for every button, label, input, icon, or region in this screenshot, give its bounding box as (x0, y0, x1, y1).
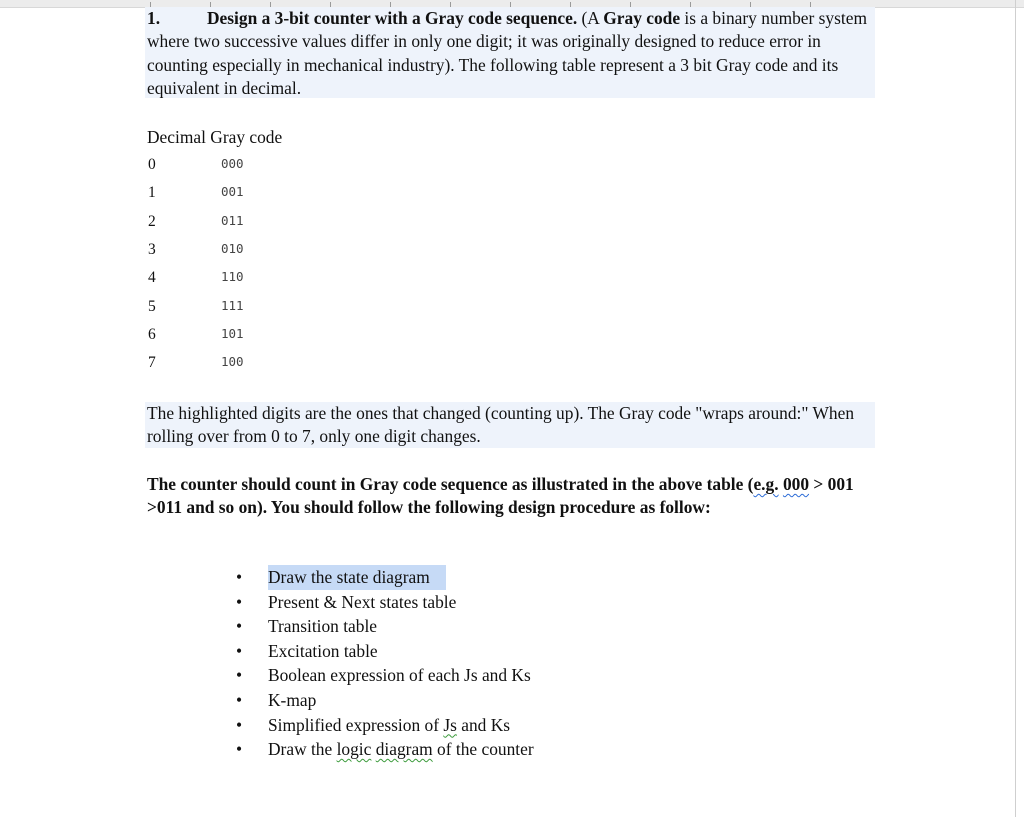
gray-value: 001 (221, 184, 244, 199)
step-text: Excitation table (268, 640, 378, 661)
step8-diagram: diagram (375, 739, 433, 760)
eg-text: e.g. (753, 474, 779, 494)
question-title: Design a 3-bit counter with a Gray code sequence. (207, 8, 578, 28)
step-text (268, 737, 536, 762)
decimal-value: 4 (148, 269, 156, 286)
bullet-icon: • (236, 665, 243, 686)
decimal-value: 2 (148, 213, 156, 230)
bullet-icon: • (236, 591, 243, 612)
step-text[interactable]: Draw the state diagram (268, 565, 446, 590)
table-row (147, 184, 447, 212)
gray-value: 101 (221, 326, 244, 341)
bullet-icon: • (236, 689, 243, 710)
bullet-icon: • (236, 567, 243, 587)
step8-logic: logic (336, 739, 372, 760)
step8-part-e: of the counter (432, 739, 534, 760)
instruction-paragraph (145, 473, 875, 520)
table-row (147, 241, 447, 269)
gray-value: 011 (221, 213, 244, 228)
step7-part-c: and Ks (456, 714, 511, 735)
step-text: K-map (268, 689, 317, 710)
question-number: 1. (147, 8, 161, 28)
decimal-value: 1 (148, 184, 156, 201)
table-row (147, 213, 447, 241)
decimal-value: 0 (148, 156, 156, 173)
step-text: Boolean expression of each Js and Ks (268, 665, 531, 686)
gray-code-term: Gray code (603, 8, 681, 28)
header-decimal: Decimal (147, 127, 206, 147)
gray-value: 110 (221, 269, 244, 284)
note-paragraph: The highlighted digits are the ones that changed (counting up). The Gray code "wraps around:" When rolling over from 0 to 7, only one digit changes. (145, 402, 875, 448)
bullet-icon: • (236, 616, 243, 637)
gray-code-table (147, 126, 283, 371)
instruction-text-a: The counter should count in Gray code sequence as illustrated in the above table ( (147, 474, 754, 494)
question-text-rest: is a binary number system where two successive values differ in only one digit; it was originally designed to reduce error in counting especially in mechanical industry). The following table represent a 3 bit Gray code and its equivalent in decimal. (147, 8, 867, 98)
question-paragraph (145, 7, 875, 98)
decimal-value: 7 (148, 354, 156, 371)
step-text (268, 713, 512, 738)
bullet-icon: • (236, 640, 243, 661)
step8-part-a: Draw the (268, 739, 337, 760)
step-text: Transition table (268, 616, 378, 637)
gray-value: 010 (221, 241, 244, 256)
step7-js: Js (443, 714, 457, 735)
instruction-text-c: > 001 >011 and so on). You should follow the following design procedure as follow: (147, 474, 854, 518)
table-row (147, 298, 447, 326)
table-row (147, 269, 447, 297)
header-gray-code: Gray code (210, 127, 283, 147)
decimal-value: 6 (148, 326, 156, 343)
table-header (147, 126, 282, 148)
gray-value: 000 (221, 156, 244, 171)
table-row (147, 326, 447, 354)
bullet-icon: • (236, 714, 243, 735)
decimal-value: 3 (148, 241, 156, 258)
code-000-text: 000 (782, 474, 810, 494)
bullet-icon: • (236, 739, 243, 760)
step7-part-a: Simplified expression of (268, 714, 444, 735)
table-row (147, 156, 447, 184)
step-text: Present & Next states table (268, 591, 457, 612)
gray-value: 111 (221, 298, 244, 313)
table-row (147, 354, 447, 382)
question-text-open: (A (577, 8, 604, 28)
gray-value: 100 (221, 354, 244, 369)
decimal-value: 5 (148, 298, 156, 315)
